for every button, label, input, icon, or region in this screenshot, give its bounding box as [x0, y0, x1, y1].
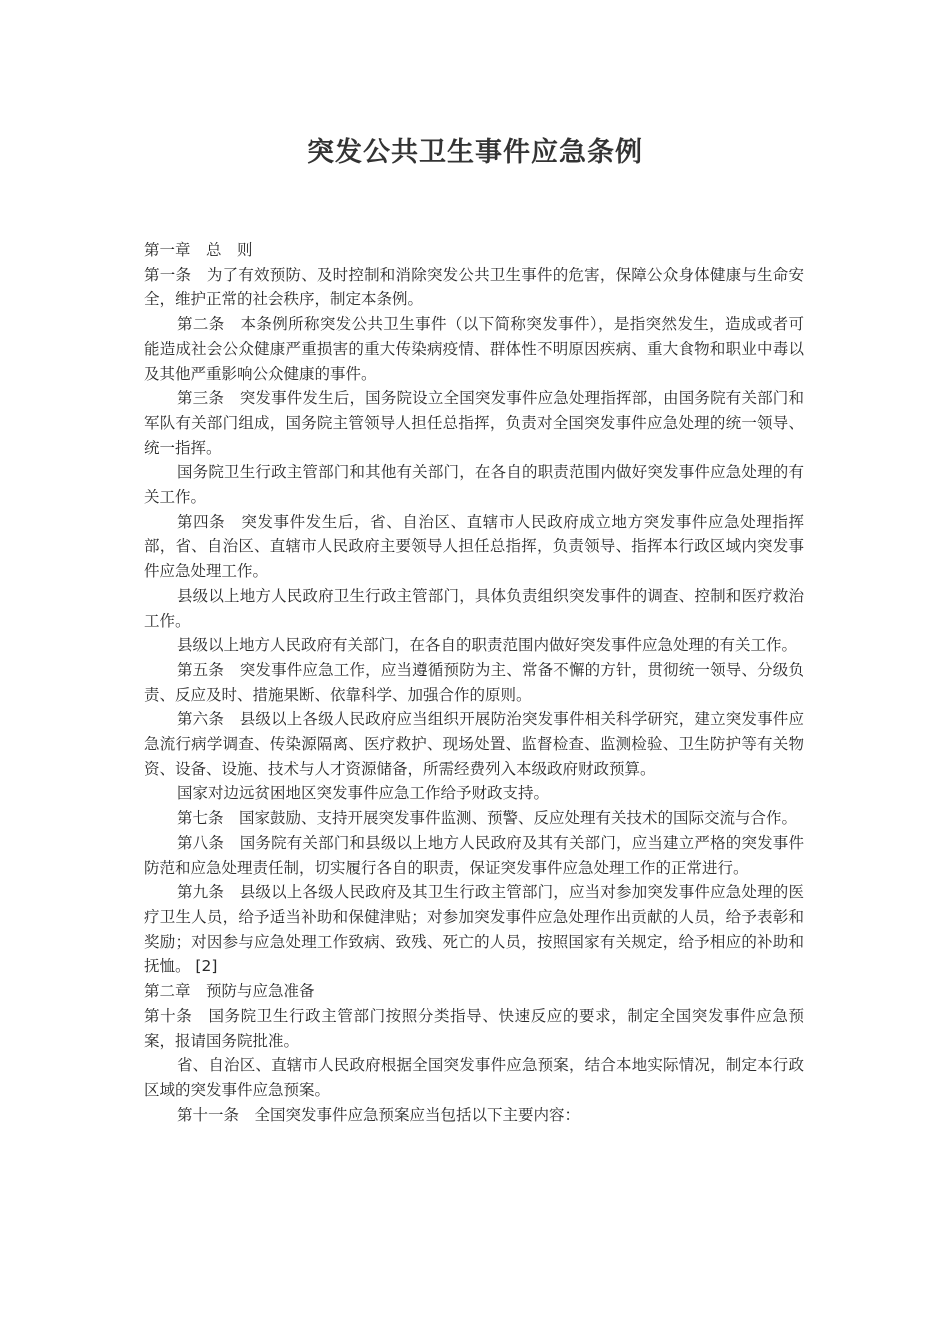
article-paragraph: 第六条 县级以上各级人民政府应当组织开展防治突发事件相关科学研究，建立突发事件应急流行病学调查、传染源隔离、医疗救护、现场处置、监督检查、监测检验、卫生防护等有关物资、设备、设施、技术与人才资源储备，所需经费列入本级政府财政预算。 [144, 710, 804, 778]
document-body [144, 238, 804, 1127]
article-paragraph: 第一条 为了有效预防、及时控制和消除突发公共卫生事件的危害，保障公众身体健康与生命安全，维护正常的社会秩序，制定本条例。 [144, 265, 804, 309]
chapter-heading: 第二章 预防与应急准备 [144, 982, 315, 1001]
article-paragraph: 省、自治区、直辖市人民政府根据全国突发事件应急预案，结合本地实际情况，制定本行政区域的突发事件应急预案。 [144, 1056, 804, 1099]
article-paragraph: 第十条 国务院卫生行政主管部门按照分类指导、快速反应的要求，制定全国突发事件应急预案，报请国务院批准。 [144, 1006, 804, 1050]
article-paragraph: 第四条 突发事件发生后，省、自治区、直辖市人民政府成立地方突发事件应急处理指挥部，省、自治区、直辖市人民政府主要领导人担任总指挥，负责领导、指挥本行政区域内突发事件应急处理工作。 [144, 512, 804, 581]
article-paragraph: 第八条 国务院有关部门和县级以上地方人民政府及其有关部门，应当建立严格的突发事件防范和应急处理责任制，切实履行各自的职责，保证突发事件应急处理工作的正常进行。 [144, 833, 804, 877]
article-paragraph: 县级以上地方人民政府卫生行政主管部门，具体负责组织突发事件的调查、控制和医疗救治工作。 [144, 586, 804, 630]
article-paragraph: 国家对边远贫困地区突发事件应急工作给予财政支持。 [177, 784, 550, 803]
article-paragraph: 国务院卫生行政主管部门和其他有关部门，在各自的职责范围内做好突发事件应急处理的有关工作。 [144, 463, 804, 507]
article-paragraph: 第九条 县级以上各级人民政府及其卫生行政主管部门，应当对参加突发事件应急处理的医疗卫生人员，给予适当补助和保健津贴；对参加突发事件应急处理作出贡献的人员，给予表彰和奖励；对因参与应急处理工作致病、致残、死亡的人员，按照国家有关规定，给予相应的补助和抚恤。 [2] [144, 883, 804, 976]
article-paragraph: 第七条 国家鼓励、支持开展突发事件监测、预警、反应处理有关技术的国际交流与合作。 [177, 809, 798, 828]
article-paragraph: 第十一条 全国突发事件应急预案应当包括以下主要内容： [177, 1105, 581, 1124]
article-paragraph: 县级以上地方人民政府有关部门，在各自的职责范围内做好突发事件应急处理的有关工作。 [177, 636, 798, 655]
document-title: 突发公共卫生事件应急条例 [307, 137, 643, 168]
chapter-heading: 第一章 总 则 [144, 241, 253, 259]
article-paragraph: 第二条 本条例所称突发公共卫生事件（以下简称突发事件），是指突然发生，造成或者可能造成社会公众健康严重损害的重大传染病疫情、群体性不明原因疾病、重大食物和职业中毒以及其他严重影响公众健康的事件。 [144, 315, 804, 383]
article-paragraph: 第五条 突发事件应急工作，应当遵循预防为主、常备不懈的方针，贯彻统一领导、分级负责、反应及时、措施果断、依靠科学、加强合作的原则。 [144, 660, 804, 704]
article-paragraph: 第三条 突发事件发生后，国务院设立全国突发事件应急处理指挥部，由国务院有关部门和军队有关部门组成，国务院主管领导人担任总指挥，负责对全国突发事件应急处理的统一领导、统一指挥。 [144, 389, 804, 457]
